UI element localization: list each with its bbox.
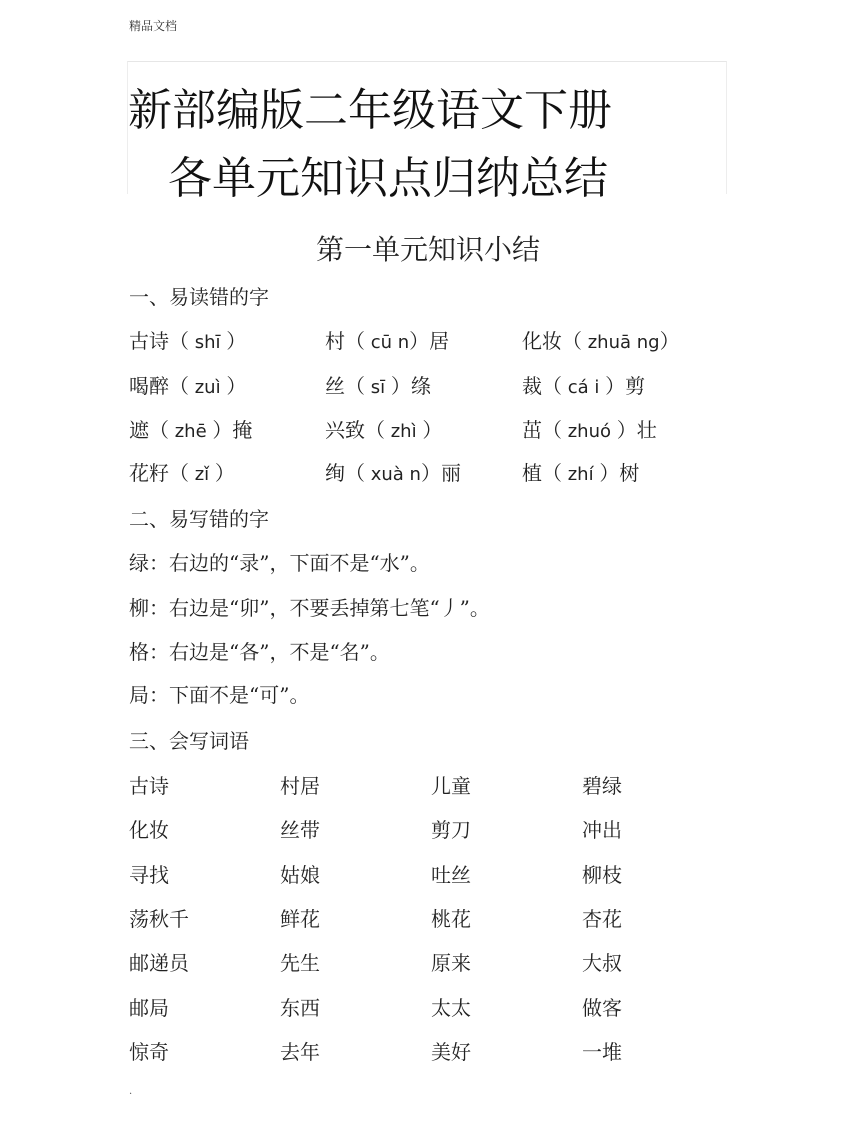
pinyin-item-reading: zhí	[562, 464, 600, 485]
pinyin-item-suffix: ）掩	[212, 418, 253, 442]
pinyin-item-reading: zhē	[169, 421, 213, 442]
pinyin-item-reading: zhuā ng	[582, 332, 660, 353]
word-item: 杏花	[582, 907, 622, 931]
pinyin-item-suffix: ）绦	[390, 374, 431, 398]
pinyin-item-suffix: ）壮	[616, 418, 657, 442]
word-item: 桃花	[431, 907, 471, 931]
word-item: 邮局	[129, 996, 169, 1020]
heading-easy-misread: 一、易读错的字	[129, 285, 269, 309]
word-item: 大叔	[582, 951, 622, 975]
heading-easy-miswritten: 二、易写错的字	[129, 507, 269, 531]
pinyin-item-reading: shī	[189, 332, 227, 353]
word-item: 柳枝	[582, 863, 622, 887]
word-item: 丝带	[280, 818, 320, 842]
pinyin-item	[129, 370, 246, 399]
pinyin-item	[522, 370, 645, 399]
word-item: 鲜花	[280, 907, 320, 931]
pinyin-item-suffix: ）	[214, 461, 235, 485]
pinyin-item-reading: zhuó	[562, 421, 617, 442]
word-item: 吐丝	[431, 863, 471, 887]
pinyin-item-suffix: ）	[226, 329, 247, 353]
title-line-2: 各单元知识点归纳总结	[168, 153, 608, 204]
pinyin-item	[129, 457, 235, 486]
pinyin-item-reading: zhì	[385, 421, 423, 442]
section-title: 第一单元知识小结	[315, 233, 540, 266]
pinyin-item-reading: xuà n	[365, 464, 421, 485]
pinyin-item-suffix: ）剪	[605, 374, 646, 398]
heading-write-words: 三、会写词语	[129, 729, 249, 753]
pinyin-item-reading: cá i	[562, 377, 606, 398]
pinyin-item	[325, 325, 449, 354]
pinyin-item	[325, 414, 442, 443]
pinyin-item-char: 绚（	[325, 461, 365, 485]
pinyin-item	[522, 457, 639, 486]
word-item: 美好	[431, 1040, 471, 1064]
pinyin-item	[522, 325, 680, 354]
word-item: 惊奇	[129, 1040, 169, 1064]
pinyin-item-suffix: ）	[226, 374, 247, 398]
pinyin-item-char: 村（	[325, 329, 365, 353]
pinyin-item-suffix: ）丽	[420, 461, 461, 485]
pinyin-item-char: 古诗（	[129, 329, 189, 353]
word-item: 寻找	[129, 863, 169, 887]
pinyin-item-char: 茁（	[522, 418, 562, 442]
footer-mark: .	[129, 1086, 133, 1097]
pinyin-item	[325, 457, 461, 486]
word-item: 一堆	[582, 1040, 622, 1064]
word-item: 先生	[280, 951, 320, 975]
note-line: 柳：右边是“卯”，不要丢掉第七笔“丿”。	[129, 596, 490, 620]
word-item: 碧绿	[582, 774, 622, 798]
note-line: 格：右边是“各”，不是“名”。	[129, 640, 390, 664]
word-item: 原来	[431, 951, 471, 975]
pinyin-item-reading: zǐ	[189, 464, 215, 485]
pinyin-item-suffix: ）居	[409, 329, 450, 353]
pinyin-item-char: 裁（	[522, 374, 562, 398]
pinyin-item-reading: sī	[365, 377, 391, 398]
word-item: 剪刀	[431, 818, 471, 842]
word-item: 村居	[280, 774, 320, 798]
pinyin-item	[129, 414, 252, 443]
pinyin-item-char: 花籽（	[129, 461, 189, 485]
title-line-1: 新部编版二年级语文下册	[128, 85, 612, 136]
word-item: 邮递员	[129, 951, 189, 975]
word-item: 儿童	[431, 774, 471, 798]
pinyin-item-reading: zuì	[189, 377, 227, 398]
pinyin-item	[129, 325, 246, 354]
pinyin-item-char: 喝醉（	[129, 374, 189, 398]
pinyin-item-char: 植（	[522, 461, 562, 485]
word-item: 姑娘	[280, 863, 320, 887]
pinyin-item	[522, 414, 657, 443]
word-item: 去年	[280, 1040, 320, 1064]
title-block	[127, 61, 727, 204]
pinyin-item-char: 兴致（	[325, 418, 385, 442]
pinyin-item-suffix: ）	[659, 329, 680, 353]
word-item: 做客	[582, 996, 622, 1020]
word-item: 东西	[280, 996, 320, 1020]
pinyin-item-reading: cū n	[365, 332, 410, 353]
word-item: 冲出	[582, 818, 622, 842]
word-item: 古诗	[129, 774, 169, 798]
pinyin-item-suffix: ）树	[599, 461, 640, 485]
pinyin-item	[325, 370, 431, 399]
word-item: 荡秋千	[129, 907, 189, 931]
pinyin-item-char: 化妆（	[522, 329, 582, 353]
pinyin-item-suffix: ）	[422, 418, 443, 442]
document-header-label: 精品文档	[129, 19, 178, 33]
pinyin-item-char: 丝（	[325, 374, 365, 398]
word-item: 化妆	[129, 818, 169, 842]
pinyin-item-char: 遮（	[129, 418, 169, 442]
note-line: 局：下面不是“可”。	[129, 683, 310, 707]
note-line: 绿：右边的“录”，下面不是“水”。	[129, 551, 430, 575]
word-item: 太太	[431, 996, 471, 1020]
